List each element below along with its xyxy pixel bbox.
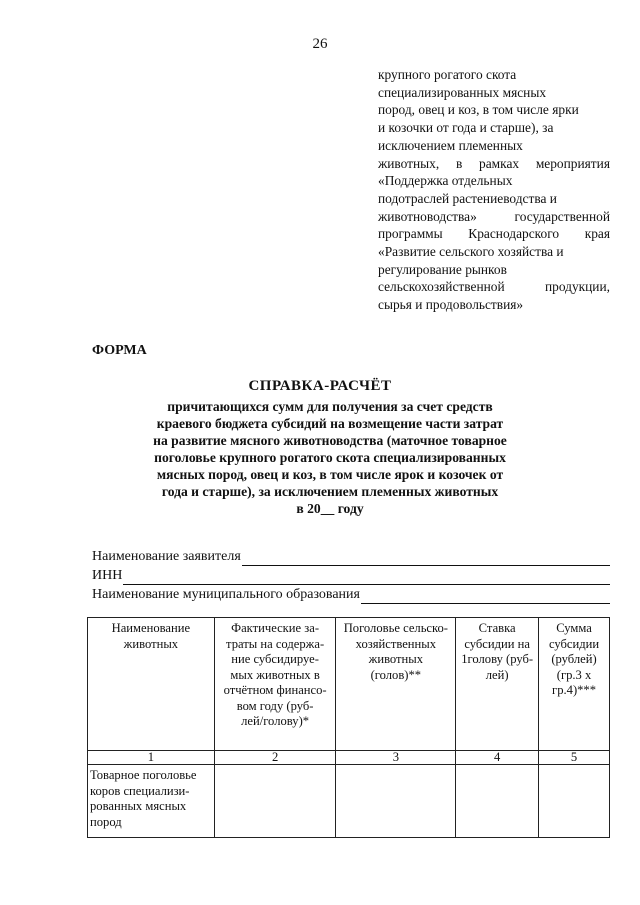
- table-row: [88, 765, 610, 838]
- subtitle-line: мясных пород, овец и коз, в том числе ярок и козочек от: [156, 467, 504, 482]
- livestock-count-cell[interactable]: [336, 765, 456, 838]
- subtitle-line: краевого бюджета субсидий на возмещение части затрат: [156, 416, 504, 431]
- document-subtitle: [120, 398, 540, 517]
- subtitle-line: на развитие мясного животноводства (маточное товарное: [153, 433, 507, 448]
- appendix-line: крупного рогатого скота: [378, 67, 517, 82]
- header-line: лей): [485, 667, 509, 682]
- page-number: 26: [312, 36, 328, 52]
- column-number: 3: [336, 751, 456, 765]
- column-number: 5: [539, 751, 610, 765]
- header-line: субсидии: [548, 636, 600, 651]
- appendix-line: и козочки от года и старше), за: [378, 120, 554, 136]
- calculation-table: [87, 617, 610, 838]
- subtitle-line: причитающихся сумм для получения за счет средств: [167, 399, 493, 414]
- column-number: 4: [456, 751, 539, 765]
- header-line: животных: [123, 636, 179, 651]
- subtitle-line: года и старше), за исключением племенных животных: [161, 484, 499, 499]
- subtitle-line: в 20__ году: [296, 501, 364, 516]
- form-label: ФОРМА: [92, 343, 147, 358]
- header-line: траты на содержа-: [226, 636, 325, 651]
- header-line: лей/голову)*: [241, 714, 310, 728]
- document-title: СПРАВКА-РАСЧЁТ: [248, 378, 392, 394]
- inn-label: ИНН: [92, 568, 123, 583]
- column-header-subsidy-amount: [539, 618, 610, 751]
- column-number-row: [88, 751, 610, 765]
- appendix-line: пород, овец и коз, в том числе ярки: [378, 102, 579, 118]
- applicant-name-field[interactable]: [242, 551, 610, 566]
- column-header-livestock-count: [336, 618, 456, 751]
- column-header-animals: [88, 618, 215, 751]
- header-line: вом году (руб-: [236, 698, 314, 713]
- header-line: (рублей): [551, 652, 597, 666]
- appendix-line: специализированных мясных: [378, 84, 547, 100]
- appendix-line: сырья и продовольствия»: [378, 297, 524, 313]
- appendix-line: исключением племенных: [378, 137, 523, 153]
- appendix-line: подотраслей растениеводства и: [378, 190, 557, 206]
- header-line: Ставка: [478, 621, 516, 635]
- inn-row: [92, 566, 610, 585]
- applicant-fields: [92, 547, 610, 604]
- row-label-line: пород: [90, 814, 122, 829]
- appendix-line: «Развитие сельского хозяйства и: [378, 244, 564, 260]
- row-label-cell: [88, 765, 215, 838]
- header-line: животных: [368, 652, 424, 666]
- appendix-line: сельскохозяйственной продукции,: [378, 279, 610, 295]
- appendix-line: «Поддержка отдельных: [378, 173, 513, 189]
- header-line: Сумма: [556, 621, 592, 635]
- inn-field[interactable]: [123, 570, 610, 585]
- appendix-line: программы Краснодарского края: [378, 226, 610, 242]
- table-header-row: [88, 618, 610, 751]
- municipality-field[interactable]: [361, 589, 610, 604]
- row-label-line: коров специализи-: [90, 783, 190, 798]
- header-line: (голов)**: [370, 667, 422, 682]
- header-line: 1голову (руб-: [461, 652, 534, 666]
- appendix-line: животных, в рамках мероприятия: [378, 155, 610, 171]
- appendix-line: животноводства» государственной: [378, 208, 610, 224]
- municipality-row: [92, 585, 610, 604]
- row-label-line: Товарное поголовье: [90, 768, 197, 782]
- header-line: ние субсидируе-: [231, 652, 319, 666]
- applicant-name-label: Наименование заявителя: [92, 549, 241, 564]
- column-header-subsidy-rate: [456, 618, 539, 751]
- header-line: Фактические за-: [231, 621, 320, 635]
- column-header-actual-costs: [214, 618, 336, 751]
- column-number: 1: [88, 751, 215, 765]
- subsidy-rate-cell[interactable]: [456, 765, 539, 838]
- header-line: Наименование: [111, 621, 191, 635]
- actual-costs-cell[interactable]: [214, 765, 336, 838]
- row-label-line: рованных мясных: [90, 799, 187, 813]
- header-line: (гр.3 х: [556, 667, 592, 682]
- appendix-line: регулирование рынков: [378, 261, 507, 277]
- header-line: субсидии на: [464, 636, 530, 651]
- subsidy-amount-cell[interactable]: [539, 765, 610, 838]
- column-number: 2: [214, 751, 336, 765]
- header-line: мых животных в: [230, 667, 320, 682]
- applicant-name-row: [92, 547, 610, 566]
- header-line: хозяйственных: [355, 636, 437, 651]
- subtitle-line: поголовье крупного рогатого скота специализированных: [154, 450, 506, 465]
- header-line: Поголовье сельско-: [343, 621, 448, 635]
- appendix-reference: [378, 66, 610, 314]
- municipality-label: Наименование муниципального образования: [92, 587, 360, 602]
- header-line: отчётном финансо-: [223, 683, 327, 697]
- header-line: гр.4)***: [552, 683, 597, 697]
